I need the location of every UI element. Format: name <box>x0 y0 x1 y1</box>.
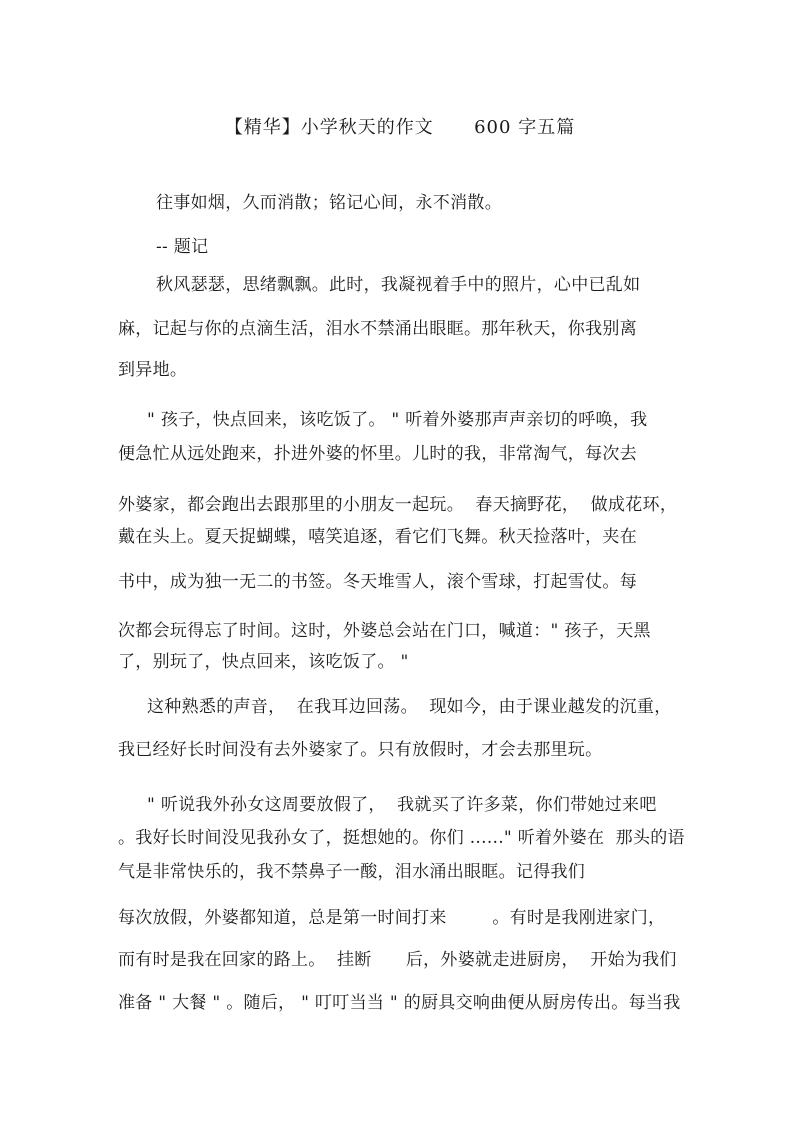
text-line: 秋风瑟瑟，思绪飘飘。此时，我凝视着手中的照片，心中已乱如 <box>156 275 641 295</box>
text-line: " 听说我外孙女这周要放假了， 我就买了许多菜，你们带她过来吧 <box>147 795 657 815</box>
text-line: 往事如烟，久而消散；铭记心间，永不消散。 <box>156 193 502 213</box>
text-line: -- 题记 <box>156 237 209 257</box>
text-line: 而有时是我在回家的路上。 挂断 后，外婆就走进厨房， 开始为我们 <box>118 950 677 970</box>
document-title: 【精华】小学秋天的作文 600 字五篇 <box>224 117 576 138</box>
text-line: 气是非常快乐的，我不禁鼻子一酸，泪水涌出眼眶。记得我们 <box>118 862 586 882</box>
text-line: 书中，成为独一无二的书签。冬天堆雪人，滚个雪球，打起雪仗。每 <box>118 572 637 592</box>
text-line: 便急忙从远处跑来，扑进外婆的怀里。儿时的我，非常淘气，每次去 <box>118 444 637 464</box>
text-line: 了，别玩了，快点回来，该吃饭了。 " <box>118 652 409 672</box>
text-line: 。我好长时间没见我孙女了，挺想她的。你们 ......" 听着外婆在 那头的语 <box>118 828 685 848</box>
text-line: " 孩子，快点回来，该吃饭了。 " 听着外婆那声声亲切的呼唤，我 <box>147 410 648 430</box>
text-line: 每次放假，外婆都知道，总是第一时间打来 。有时是我刚进家门， <box>118 908 666 928</box>
text-line: 次都会玩得忘了时间。这时，外婆总会站在门口，喊道：" 孩子，天黑 <box>118 621 651 641</box>
text-line: 我已经好长时间没有去外婆家了。只有放假时，才会去那里玩。 <box>118 740 603 760</box>
text-line: 外婆家，都会跑出去跟那里的小朋友一起玩。 春天摘野花， 做成花环， <box>118 495 678 515</box>
text-line: 准备 " 大餐 " 。随后， " 叮叮当当 " 的厨具交响曲便从厨房传出。每当我 <box>118 993 681 1013</box>
text-line: 麻，记起与你的点滴生活，泪水不禁涌出眼眶。那年秋天，你我别离 <box>118 319 637 339</box>
text-line: 这种熟悉的声音， 在我耳边回荡。 现如今，由于课业越发的沉重， <box>147 697 672 717</box>
text-line: 戴在头上。夏天捉蝴蝶，嘻笑追逐，看它们飞舞。秋天捡落叶，夹在 <box>118 527 637 547</box>
text-line: 到异地。 <box>118 360 188 380</box>
